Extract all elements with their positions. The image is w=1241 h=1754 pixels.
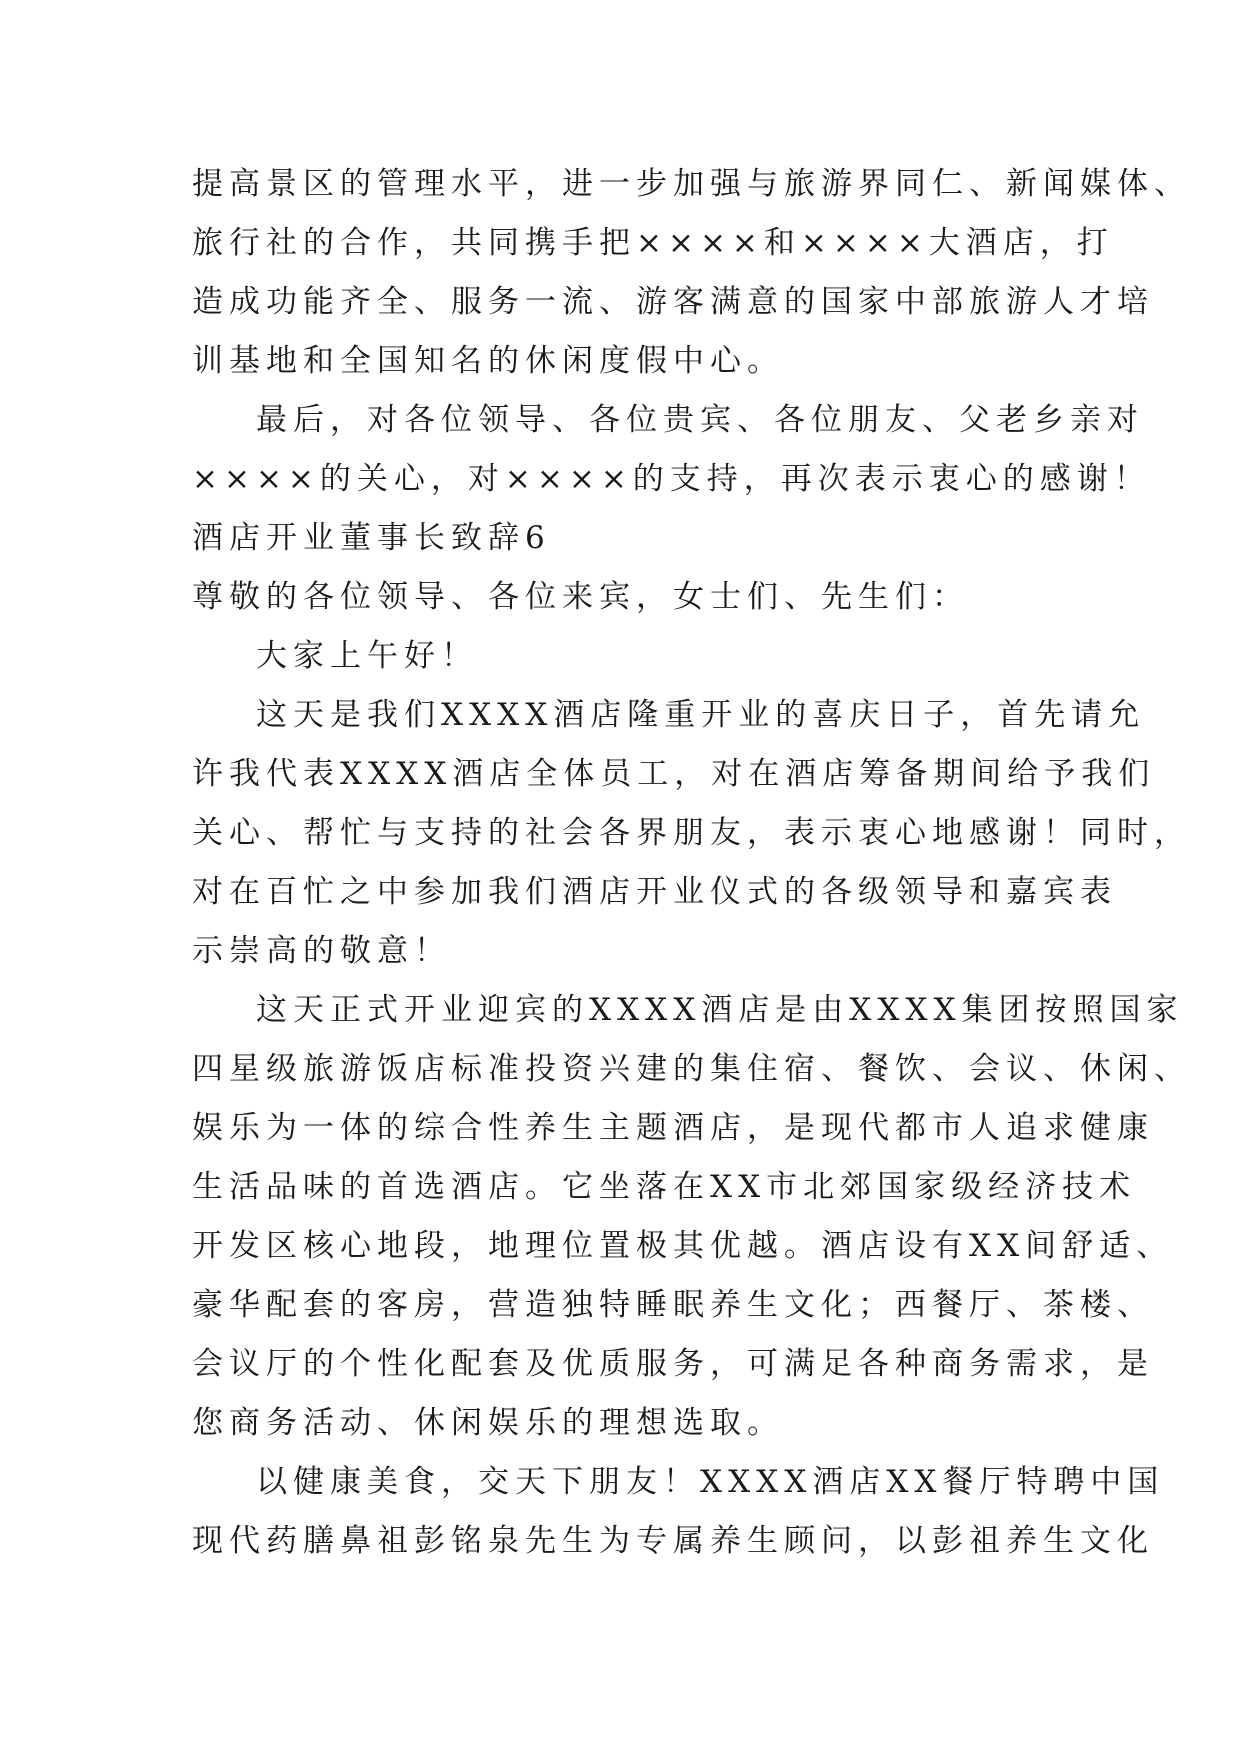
text-line: 开发区核心地段，地理位置极其优越。酒店设有XX间舒适、 [192, 1228, 1174, 1264]
text-line: 关心、帮忙与支持的社会各界朋友，表示衷心地感谢！同时， [192, 815, 1191, 851]
text-line: 四星级旅游饭店标准投资兴建的集住宿、餐饮、会议、休闲、 [192, 1051, 1191, 1087]
text-line: 您商务活动、休闲娱乐的理想选取。 [192, 1405, 784, 1441]
text-line: 娱乐为一体的综合性养生主题酒店，是现代都市人追求健康 [192, 1110, 1154, 1146]
text-line: 提高景区的管理水平，进一步加强与旅游界同仁、新闻媒体、 [192, 166, 1191, 202]
text-line: 造成功能齐全、服务一流、游客满意的国家中部旅游人才培 [192, 284, 1154, 320]
text-line: 现代药膳鼻祖彭铭泉先生为专属养生顾问，以彭祖养生文化 [192, 1523, 1154, 1559]
text-line: 旅行社的合作，共同携手把××××和××××大酒店，打 [192, 225, 1114, 261]
text-line: 最后，对各位领导、各位贵宾、各位朋友、父老乡亲对 [256, 402, 1144, 438]
document-body [192, 155, 1191, 1571]
greeting: 大家上午好！ [256, 638, 478, 674]
text-line: 这天正式开业迎宾的XXXX酒店是由XXXX集团按照国家 [256, 992, 1184, 1028]
text-line: 训基地和全国知名的休闲度假中心。 [192, 343, 784, 379]
text-line: 对在百忙之中参加我们酒店开业仪式的各级领导和嘉宾表 [192, 874, 1117, 910]
text-line: 示崇高的敬意！ [192, 933, 451, 969]
text-line: 许我代表XXXX酒店全体员工，对在酒店筹备期间给予我们 [192, 756, 1156, 792]
salutation: 尊敬的各位领导、各位来宾，女士们、先生们： [192, 579, 969, 615]
text-line: 豪华配套的客房，营造独特睡眠养生文化；西餐厅、茶楼、 [192, 1287, 1154, 1323]
text-line: 会议厅的个性化配套及优质服务，可满足各种商务需求，是 [192, 1346, 1154, 1382]
text-line: ××××的关心，对××××的支持，再次表示衷心的感谢！ [192, 461, 1151, 497]
section-heading: 酒店开业董事长致辞6 [192, 520, 551, 556]
text-line: 这天是我们XXXX酒店隆重开业的喜庆日子，首先请允 [256, 697, 1146, 733]
text-line: 生活品味的首选酒店。它坐落在XX市北郊国家级经济技术 [192, 1169, 1137, 1205]
text-line: 以健康美食，交天下朋友！XXXX酒店XX餐厅特聘中国 [256, 1464, 1165, 1500]
